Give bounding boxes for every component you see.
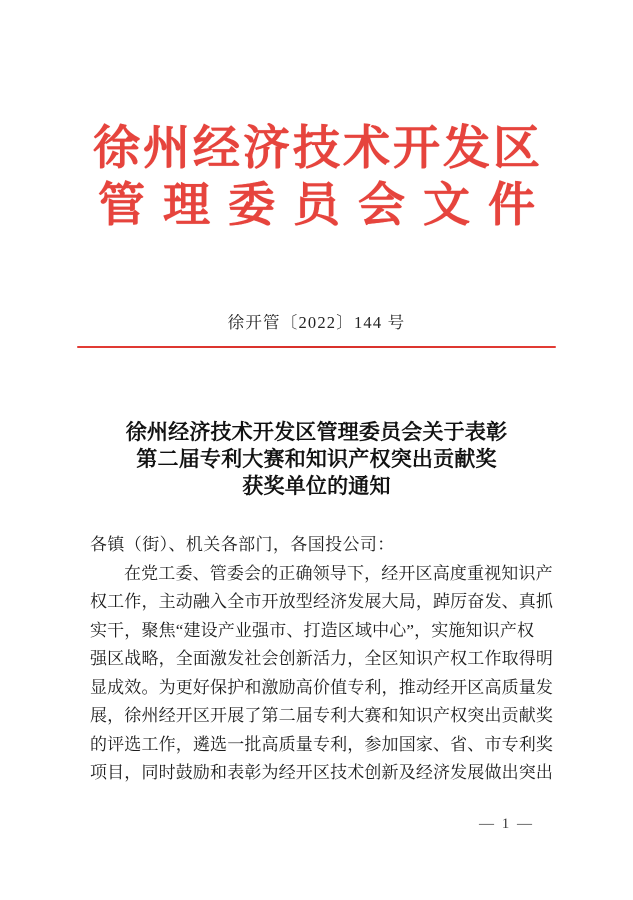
document-number: 徐开管〔2022〕144 号	[227, 313, 406, 332]
masthead-line-1: 徐州经济技术开发区	[93, 123, 543, 175]
page-number: — 1 —	[479, 816, 534, 832]
body-line: 权工作，主动融入全市开放型经济发展大局，踔厉奋发、真抓	[90, 592, 554, 611]
body-line: 显成效。为更好保护和激励高价值专利，推动经开区高质量发	[90, 677, 554, 697]
masthead	[0, 123, 633, 232]
body-line: 的评选工作，遴选一批高质量专利，参加国家、省、市专利奖	[90, 734, 554, 754]
document-title-line-2: 第二届专利大赛和知识产权突出贡献奖	[136, 447, 497, 471]
body-line: 强区战略，全面激发社会创新活力，全区知识产权工作取得明	[90, 649, 554, 668]
red-divider-rule	[77, 346, 556, 348]
document-title-line-1: 徐州经济技术开发区管理委员会关于表彰	[125, 420, 508, 444]
page-footer	[0, 815, 633, 833]
body-line: 实干，聚焦“建设产业强市、打造区域中心”，实施知识产权	[90, 620, 535, 640]
document-title	[70, 419, 563, 500]
document-title-line-3: 获奖单位的通知	[242, 474, 391, 498]
body-line: 项目，同时鼓励和表彰为经开区技术创新及经济发展做出突出	[90, 763, 554, 782]
body-paragraph	[90, 560, 552, 788]
body-line: 展，徐州经开区开展了第二届专利大赛和知识产权突出贡献奖	[90, 706, 554, 725]
document-body	[90, 531, 552, 788]
body-line: 在党工委、管委会的正确领导下，经开区高度重视知识产	[124, 563, 553, 583]
masthead-line-2: 管理委员会文件	[98, 179, 553, 232]
addressee-line: 各镇（街）、机关各部门，各国投公司：	[90, 535, 395, 554]
